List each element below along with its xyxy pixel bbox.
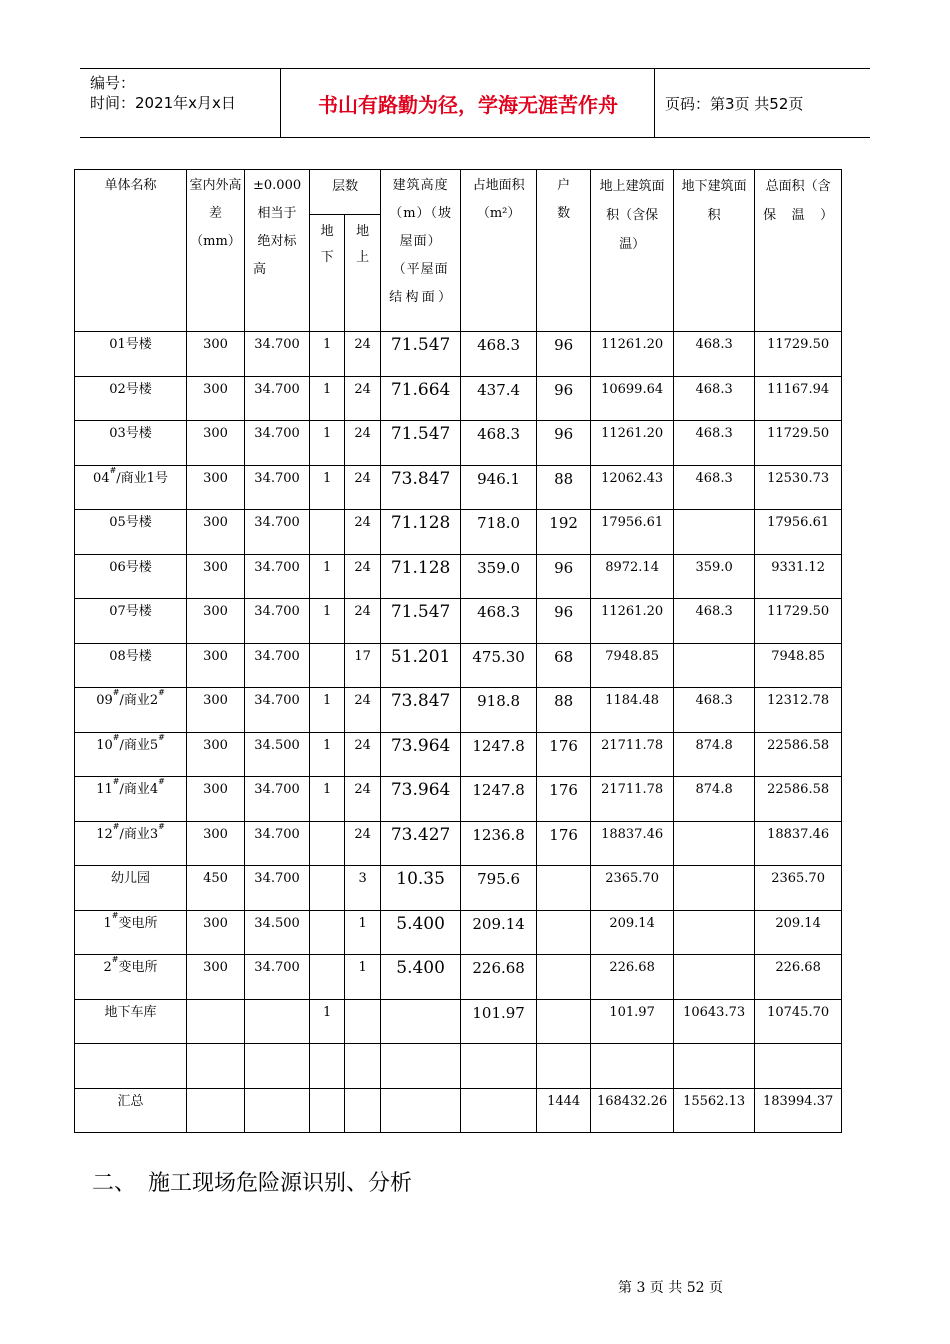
header-row bbox=[75, 170, 842, 215]
cell-floors-under: 1 bbox=[310, 421, 345, 466]
cell-height-diff bbox=[187, 1088, 245, 1133]
cell-total-area: 11167.94 bbox=[755, 376, 842, 421]
cell-building-height: 71.547 bbox=[381, 421, 461, 466]
cell-total-area: 11729.50 bbox=[755, 421, 842, 466]
cell-land-area bbox=[461, 1088, 537, 1133]
cell-height-diff: 300 bbox=[187, 955, 245, 1000]
section-number: 二、 bbox=[92, 1171, 137, 1196]
cell-under-area: 359.0 bbox=[674, 554, 755, 599]
table-row bbox=[75, 421, 842, 466]
cell-floors-under bbox=[310, 1088, 345, 1133]
cell-floors-above: 24 bbox=[345, 777, 381, 822]
cell-land-area: 468.3 bbox=[461, 599, 537, 644]
cell-households: 88 bbox=[537, 465, 591, 510]
cell-floors-above: 24 bbox=[345, 599, 381, 644]
cell-name: 06号楼 bbox=[75, 554, 187, 599]
header-page-info: 页码：第3页 共52页 bbox=[665, 94, 804, 113]
cell-elevation: 34.700 bbox=[245, 688, 310, 733]
table-row bbox=[75, 1088, 842, 1133]
cell-floors-under bbox=[310, 955, 345, 1000]
cell-elevation: 34.700 bbox=[245, 643, 310, 688]
cell-households bbox=[537, 1044, 591, 1089]
cell-land-area: 226.68 bbox=[461, 955, 537, 1000]
cell-land-area: 1247.8 bbox=[461, 732, 537, 777]
cell-floors-under bbox=[310, 866, 345, 911]
cell-floors-above: 24 bbox=[345, 465, 381, 510]
cell-floors-under bbox=[310, 643, 345, 688]
table-row bbox=[75, 910, 842, 955]
col-header-floors: 层数 bbox=[310, 170, 381, 215]
cell-under-area bbox=[674, 1044, 755, 1089]
cell-floors-under: 1 bbox=[310, 599, 345, 644]
cell-above-area: 11261.20 bbox=[591, 421, 674, 466]
cell-households: 176 bbox=[537, 821, 591, 866]
col-header-total-area: 总面积（含保温） bbox=[755, 170, 842, 332]
cell-above-area: 101.97 bbox=[591, 999, 674, 1044]
header-meta bbox=[80, 69, 281, 137]
cell-height-diff: 300 bbox=[187, 910, 245, 955]
cell-height-diff: 300 bbox=[187, 376, 245, 421]
cell-above-area bbox=[591, 1044, 674, 1089]
table-row bbox=[75, 465, 842, 510]
cell-above-area: 209.14 bbox=[591, 910, 674, 955]
cell-name: 09#/商业2# bbox=[75, 688, 187, 733]
col-header-households: 户数 bbox=[537, 170, 591, 332]
cell-name: 11#/商业4# bbox=[75, 777, 187, 822]
cell-elevation bbox=[245, 999, 310, 1044]
cell-elevation: 34.700 bbox=[245, 376, 310, 421]
cell-elevation: 34.700 bbox=[245, 332, 310, 377]
table-row bbox=[75, 999, 842, 1044]
header-motto: 书山有路勤为径，学海无涯苦作舟 bbox=[282, 69, 655, 137]
cell-total-area: 183994.37 bbox=[755, 1088, 842, 1133]
table-row bbox=[75, 554, 842, 599]
cell-floors-above: 24 bbox=[345, 376, 381, 421]
cell-under-area: 15562.13 bbox=[674, 1088, 755, 1133]
cell-floors-above: 24 bbox=[345, 332, 381, 377]
cell-floors-above bbox=[345, 999, 381, 1044]
col-header-floors-above: 地上 bbox=[345, 215, 381, 332]
cell-land-area: 946.1 bbox=[461, 465, 537, 510]
cell-name: 10#/商业5# bbox=[75, 732, 187, 777]
cell-building-height bbox=[381, 1044, 461, 1089]
cell-building-height: 71.547 bbox=[381, 599, 461, 644]
cell-land-area: 795.6 bbox=[461, 866, 537, 911]
cell-total-area: 11729.50 bbox=[755, 332, 842, 377]
table-row bbox=[75, 643, 842, 688]
cell-elevation: 34.700 bbox=[245, 955, 310, 1000]
cell-under-area bbox=[674, 510, 755, 555]
cell-total-area: 12530.73 bbox=[755, 465, 842, 510]
cell-total-area: 17956.61 bbox=[755, 510, 842, 555]
table-row bbox=[75, 866, 842, 911]
cell-height-diff: 300 bbox=[187, 554, 245, 599]
col-header-height-diff: 室内外高差（mm） bbox=[187, 170, 245, 332]
cell-floors-above: 24 bbox=[345, 688, 381, 733]
cell-name: 08号楼 bbox=[75, 643, 187, 688]
cell-above-area: 21711.78 bbox=[591, 732, 674, 777]
cell-name: 01号楼 bbox=[75, 332, 187, 377]
cell-height-diff: 300 bbox=[187, 777, 245, 822]
table-row bbox=[75, 332, 842, 377]
cell-name: 地下车库 bbox=[75, 999, 187, 1044]
section-title: 施工现场危险源识别、分析 bbox=[148, 1171, 413, 1196]
cell-total-area: 9331.12 bbox=[755, 554, 842, 599]
cell-households: 176 bbox=[537, 777, 591, 822]
cell-above-area: 10699.64 bbox=[591, 376, 674, 421]
cell-elevation: 34.500 bbox=[245, 910, 310, 955]
cell-households: 96 bbox=[537, 599, 591, 644]
cell-building-height: 73.847 bbox=[381, 688, 461, 733]
cell-households bbox=[537, 910, 591, 955]
cell-floors-under bbox=[310, 510, 345, 555]
cell-floors-under: 1 bbox=[310, 777, 345, 822]
cell-under-area bbox=[674, 866, 755, 911]
cell-households: 68 bbox=[537, 643, 591, 688]
cell-above-area: 21711.78 bbox=[591, 777, 674, 822]
cell-under-area: 10643.73 bbox=[674, 999, 755, 1044]
cell-elevation: 34.700 bbox=[245, 599, 310, 644]
cell-height-diff: 300 bbox=[187, 599, 245, 644]
table-row bbox=[75, 732, 842, 777]
cell-land-area: 359.0 bbox=[461, 554, 537, 599]
cell-households: 88 bbox=[537, 688, 591, 733]
cell-above-area: 2365.70 bbox=[591, 866, 674, 911]
cell-name: 02号楼 bbox=[75, 376, 187, 421]
cell-total-area: 7948.85 bbox=[755, 643, 842, 688]
cell-elevation bbox=[245, 1088, 310, 1133]
cell-elevation: 34.700 bbox=[245, 777, 310, 822]
page-footer: 第 3 页 共 52 页 bbox=[618, 1280, 723, 1296]
col-header-land-area: 占地面积（m²） bbox=[461, 170, 537, 332]
cell-under-area: 468.3 bbox=[674, 376, 755, 421]
cell-name: 汇总 bbox=[75, 1088, 187, 1133]
time-label: 时间：2021年x月x日 bbox=[90, 94, 236, 112]
cell-floors-under: 1 bbox=[310, 999, 345, 1044]
cell-height-diff: 300 bbox=[187, 421, 245, 466]
cell-name: 1#变电所 bbox=[75, 910, 187, 955]
cell-under-area bbox=[674, 643, 755, 688]
cell-name: 04#/商业1号 bbox=[75, 465, 187, 510]
number-label: 编号： bbox=[90, 74, 136, 92]
cell-under-area: 468.3 bbox=[674, 599, 755, 644]
cell-total-area: 226.68 bbox=[755, 955, 842, 1000]
cell-households bbox=[537, 999, 591, 1044]
cell-floors-under bbox=[310, 821, 345, 866]
cell-above-area: 226.68 bbox=[591, 955, 674, 1000]
cell-building-height bbox=[381, 999, 461, 1044]
cell-households: 96 bbox=[537, 554, 591, 599]
cell-name: 03号楼 bbox=[75, 421, 187, 466]
cell-height-diff: 450 bbox=[187, 866, 245, 911]
cell-elevation bbox=[245, 1044, 310, 1089]
cell-under-area: 468.3 bbox=[674, 688, 755, 733]
cell-height-diff: 300 bbox=[187, 821, 245, 866]
cell-land-area: 101.97 bbox=[461, 999, 537, 1044]
cell-households: 176 bbox=[537, 732, 591, 777]
cell-name: 07号楼 bbox=[75, 599, 187, 644]
cell-households: 96 bbox=[537, 421, 591, 466]
cell-households bbox=[537, 955, 591, 1000]
cell-building-height: 5.400 bbox=[381, 910, 461, 955]
cell-name: 2#变电所 bbox=[75, 955, 187, 1000]
cell-floors-above bbox=[345, 1044, 381, 1089]
cell-name: 05号楼 bbox=[75, 510, 187, 555]
table-row bbox=[75, 688, 842, 733]
cell-height-diff: 300 bbox=[187, 732, 245, 777]
cell-land-area bbox=[461, 1044, 537, 1089]
cell-households: 192 bbox=[537, 510, 591, 555]
cell-floors-above: 24 bbox=[345, 421, 381, 466]
cell-floors-above: 24 bbox=[345, 510, 381, 555]
cell-total-area: 18837.46 bbox=[755, 821, 842, 866]
cell-name: 12#/商业3# bbox=[75, 821, 187, 866]
cell-floors-above: 24 bbox=[345, 821, 381, 866]
cell-total-area: 10745.70 bbox=[755, 999, 842, 1044]
cell-height-diff: 300 bbox=[187, 688, 245, 733]
cell-land-area: 437.4 bbox=[461, 376, 537, 421]
cell-total-area: 22586.58 bbox=[755, 777, 842, 822]
cell-height-diff: 300 bbox=[187, 510, 245, 555]
cell-households bbox=[537, 866, 591, 911]
cell-elevation: 34.500 bbox=[245, 732, 310, 777]
table-row bbox=[75, 777, 842, 822]
cell-land-area: 468.3 bbox=[461, 421, 537, 466]
cell-under-area: 874.8 bbox=[674, 732, 755, 777]
col-header-elevation: ±0.000相当于绝对标高 bbox=[245, 170, 310, 332]
table-row bbox=[75, 599, 842, 644]
col-header-building-height: 建筑高度（m）（坡屋面）（平屋面结构面） bbox=[381, 170, 461, 332]
cell-floors-under: 1 bbox=[310, 332, 345, 377]
cell-floors-above bbox=[345, 1088, 381, 1133]
cell-land-area: 1247.8 bbox=[461, 777, 537, 822]
cell-height-diff bbox=[187, 1044, 245, 1089]
cell-building-height: 73.964 bbox=[381, 732, 461, 777]
cell-building-height: 73.847 bbox=[381, 465, 461, 510]
section-heading bbox=[92, 1166, 412, 1197]
cell-total-area: 209.14 bbox=[755, 910, 842, 955]
cell-height-diff: 300 bbox=[187, 332, 245, 377]
cell-land-area: 718.0 bbox=[461, 510, 537, 555]
cell-above-area: 168432.26 bbox=[591, 1088, 674, 1133]
col-header-floors-under: 地下 bbox=[310, 215, 345, 332]
cell-floors-above: 24 bbox=[345, 732, 381, 777]
cell-above-area: 11261.20 bbox=[591, 332, 674, 377]
cell-building-height: 5.400 bbox=[381, 955, 461, 1000]
cell-building-height bbox=[381, 1088, 461, 1133]
cell-total-area: 12312.78 bbox=[755, 688, 842, 733]
cell-above-area: 17956.61 bbox=[591, 510, 674, 555]
cell-elevation: 34.700 bbox=[245, 510, 310, 555]
cell-elevation: 34.700 bbox=[245, 465, 310, 510]
cell-building-height: 71.547 bbox=[381, 332, 461, 377]
cell-land-area: 1236.8 bbox=[461, 821, 537, 866]
cell-above-area: 12062.43 bbox=[591, 465, 674, 510]
cell-land-area: 468.3 bbox=[461, 332, 537, 377]
cell-floors-under: 1 bbox=[310, 554, 345, 599]
cell-households: 96 bbox=[537, 332, 591, 377]
cell-households: 96 bbox=[537, 376, 591, 421]
cell-height-diff: 300 bbox=[187, 465, 245, 510]
cell-floors-above: 24 bbox=[345, 554, 381, 599]
cell-elevation: 34.700 bbox=[245, 866, 310, 911]
cell-total-area bbox=[755, 1044, 842, 1089]
cell-total-area: 11729.50 bbox=[755, 599, 842, 644]
cell-under-area: 468.3 bbox=[674, 332, 755, 377]
cell-elevation: 34.700 bbox=[245, 421, 310, 466]
table-row bbox=[75, 821, 842, 866]
cell-floors-under bbox=[310, 910, 345, 955]
table-row bbox=[75, 510, 842, 555]
cell-floors-under: 1 bbox=[310, 465, 345, 510]
cell-building-height: 71.128 bbox=[381, 510, 461, 555]
col-header-name: 单体名称 bbox=[75, 170, 187, 332]
table-row bbox=[75, 1044, 842, 1089]
cell-floors-under: 1 bbox=[310, 732, 345, 777]
cell-height-diff: 300 bbox=[187, 643, 245, 688]
cell-total-area: 2365.70 bbox=[755, 866, 842, 911]
cell-floors-under: 1 bbox=[310, 688, 345, 733]
cell-building-height: 71.664 bbox=[381, 376, 461, 421]
cell-floors-above: 1 bbox=[345, 910, 381, 955]
cell-height-diff bbox=[187, 999, 245, 1044]
cell-under-area bbox=[674, 821, 755, 866]
cell-total-area: 22586.58 bbox=[755, 732, 842, 777]
cell-above-area: 7948.85 bbox=[591, 643, 674, 688]
building-table bbox=[74, 169, 842, 1133]
cell-floors-under: 1 bbox=[310, 376, 345, 421]
cell-under-area: 468.3 bbox=[674, 421, 755, 466]
cell-under-area: 874.8 bbox=[674, 777, 755, 822]
cell-building-height: 51.201 bbox=[381, 643, 461, 688]
page-header bbox=[80, 68, 870, 138]
cell-above-area: 18837.46 bbox=[591, 821, 674, 866]
col-header-under-area: 地下建筑面积 bbox=[674, 170, 755, 332]
cell-households: 1444 bbox=[537, 1088, 591, 1133]
cell-above-area: 1184.48 bbox=[591, 688, 674, 733]
table-row bbox=[75, 955, 842, 1000]
cell-name: 幼儿园 bbox=[75, 866, 187, 911]
cell-building-height: 71.128 bbox=[381, 554, 461, 599]
cell-land-area: 918.8 bbox=[461, 688, 537, 733]
cell-land-area: 475.30 bbox=[461, 643, 537, 688]
cell-land-area: 209.14 bbox=[461, 910, 537, 955]
cell-elevation: 34.700 bbox=[245, 554, 310, 599]
cell-under-area bbox=[674, 910, 755, 955]
cell-floors-under bbox=[310, 1044, 345, 1089]
cell-floors-above: 3 bbox=[345, 866, 381, 911]
cell-under-area bbox=[674, 955, 755, 1000]
cell-building-height: 73.427 bbox=[381, 821, 461, 866]
col-header-above-area: 地上建筑面积（含保温） bbox=[591, 170, 674, 332]
cell-under-area: 468.3 bbox=[674, 465, 755, 510]
cell-floors-above: 17 bbox=[345, 643, 381, 688]
cell-name bbox=[75, 1044, 187, 1089]
cell-above-area: 8972.14 bbox=[591, 554, 674, 599]
cell-floors-above: 1 bbox=[345, 955, 381, 1000]
cell-above-area: 11261.20 bbox=[591, 599, 674, 644]
cell-elevation: 34.700 bbox=[245, 821, 310, 866]
table-row bbox=[75, 376, 842, 421]
cell-building-height: 10.35 bbox=[381, 866, 461, 911]
cell-building-height: 73.964 bbox=[381, 777, 461, 822]
